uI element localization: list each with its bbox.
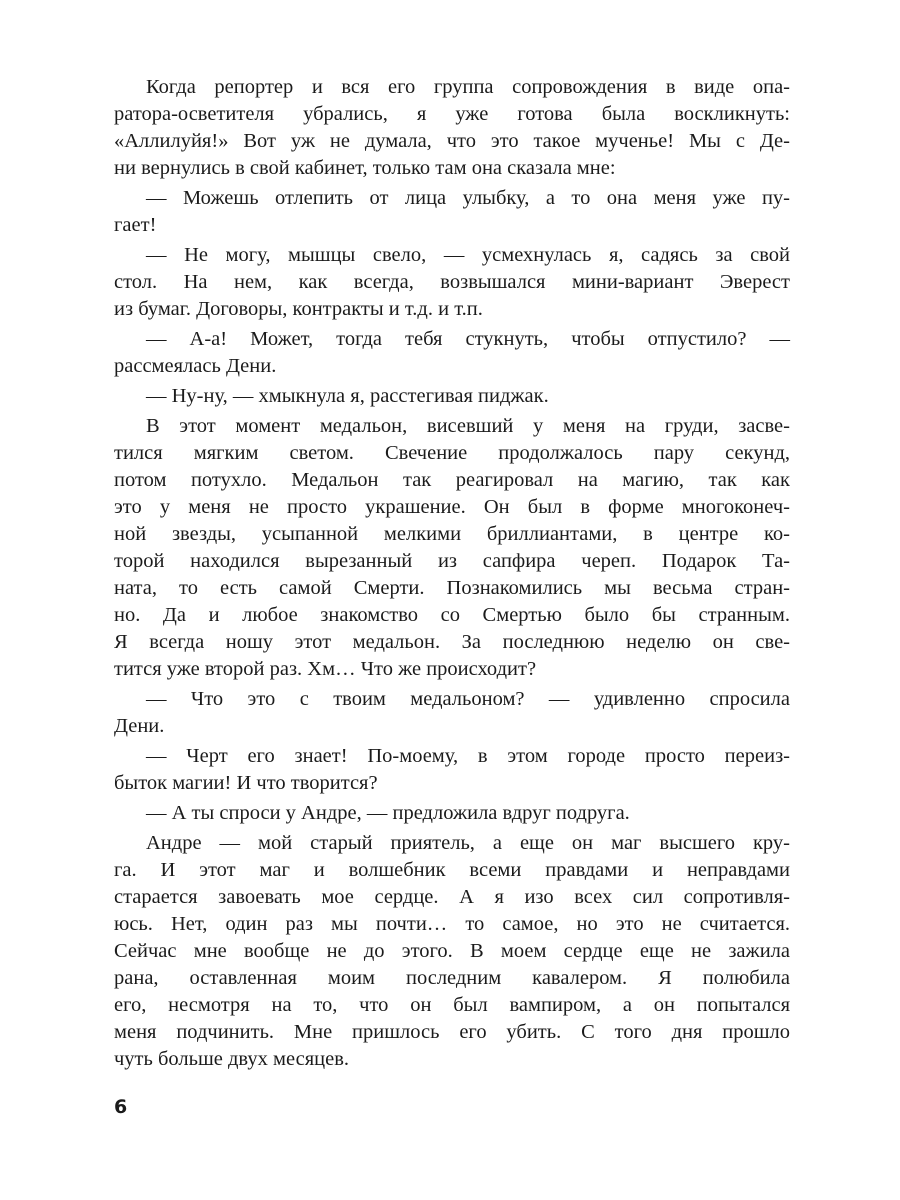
text-line: рана, оставленная моим последним кавалером. Я полюбила (114, 967, 790, 989)
paragraph (114, 242, 790, 323)
text-line: из бумаг. Договоры, контракты и т.д. и т.п. (114, 298, 483, 320)
text-line: — Ну-ну, — хмыкнула я, расстегивая пиджак. (146, 385, 549, 407)
text-line: «Аллилуйя!» Вот уж не думала, что это такое мученье! Мы с Де- (114, 130, 790, 152)
text-line: юсь. Нет, один раз мы почти… то самое, но это не считается. (114, 913, 790, 935)
text-line: торой находился вырезанный из сапфира череп. Подарок Та- (114, 550, 790, 572)
text-line: потом потухло. Медальон так реагировал на магию, так как (114, 469, 790, 491)
text-line: тится уже второй раз. Хм… Что же происходит? (114, 658, 537, 680)
text-line: стол. На нем, как всегда, возвышался мини-вариант Эверест (114, 271, 790, 293)
text-line: меня подчинить. Мне пришлось его убить. С того дня прошло (114, 1021, 790, 1043)
page-text (114, 74, 790, 1076)
paragraph (114, 413, 790, 683)
text-line: — Не могу, мышцы свело, — усмехнулась я, садясь за свой (146, 244, 790, 266)
paragraph (114, 686, 790, 740)
text-line: В этот момент медальон, висевший у меня на груди, засве- (146, 415, 790, 437)
text-line: — Можешь отлепить от лица улыбку, а то она меня уже пу- (146, 187, 790, 209)
text-line: рассмеялась Дени. (114, 355, 277, 377)
text-line: Сейчас мне вообще не до этого. В моем сердце еще не зажила (114, 940, 790, 962)
text-line: ни вернулись в свой кабинет, только там она сказала мне: (114, 157, 616, 179)
paragraph (114, 800, 790, 827)
paragraph (114, 383, 790, 410)
text-line: чуть больше двух месяцев. (114, 1048, 350, 1070)
text-line: старается завоевать мое сердце. А я изо всех сил сопротивля- (114, 886, 790, 908)
paragraph (114, 326, 790, 380)
text-line: это у меня не просто украшение. Он был в форме многоконеч- (114, 496, 790, 518)
text-line: ната, то есть самой Смерти. Познакомились мы весьма стран- (114, 577, 790, 599)
text-line: ратора-осветителя убрались, я уже готова была воскликнуть: (114, 103, 790, 125)
text-line: ной звезды, усыпанной мелкими бриллиантами, в центре ко- (114, 523, 790, 545)
text-line: но. Да и любое знакомство со Смертью было бы странным. (114, 604, 790, 626)
paragraph (114, 743, 790, 797)
paragraph (114, 830, 790, 1073)
paragraph (114, 74, 790, 182)
text-line: Я всегда ношу этот медальон. За последнюю неделю он све- (114, 631, 790, 653)
text-line: — А ты спроси у Андре, — предложила вдруг подруга. (146, 802, 630, 824)
text-line: его, несмотря на то, что он был вампиром, а он попытался (114, 994, 790, 1016)
text-line: — А-а! Может, тогда тебя стукнуть, чтобы отпустило? — (146, 328, 790, 350)
text-line: быток магии! И что творится? (114, 772, 378, 794)
text-line: гает! (114, 214, 157, 236)
text-line: тился мягким светом. Свечение продолжалось пару секунд, (114, 442, 790, 464)
text-line: Андре — мой старый приятель, а еще он маг высшего кру- (146, 832, 790, 854)
text-line: — Черт его знает! По-моему, в этом городе просто переиз- (146, 745, 790, 767)
page-number: 6 (114, 1096, 128, 1118)
paragraph (114, 185, 790, 239)
text-line: Когда репортер и вся его группа сопровождения в виде опа- (146, 76, 790, 98)
text-line: Дени. (114, 715, 165, 737)
text-line: — Что это с твоим медальоном? — удивленно спросила (146, 688, 790, 710)
text-line: га. И этот маг и волшебник всеми правдами и неправдами (114, 859, 790, 881)
